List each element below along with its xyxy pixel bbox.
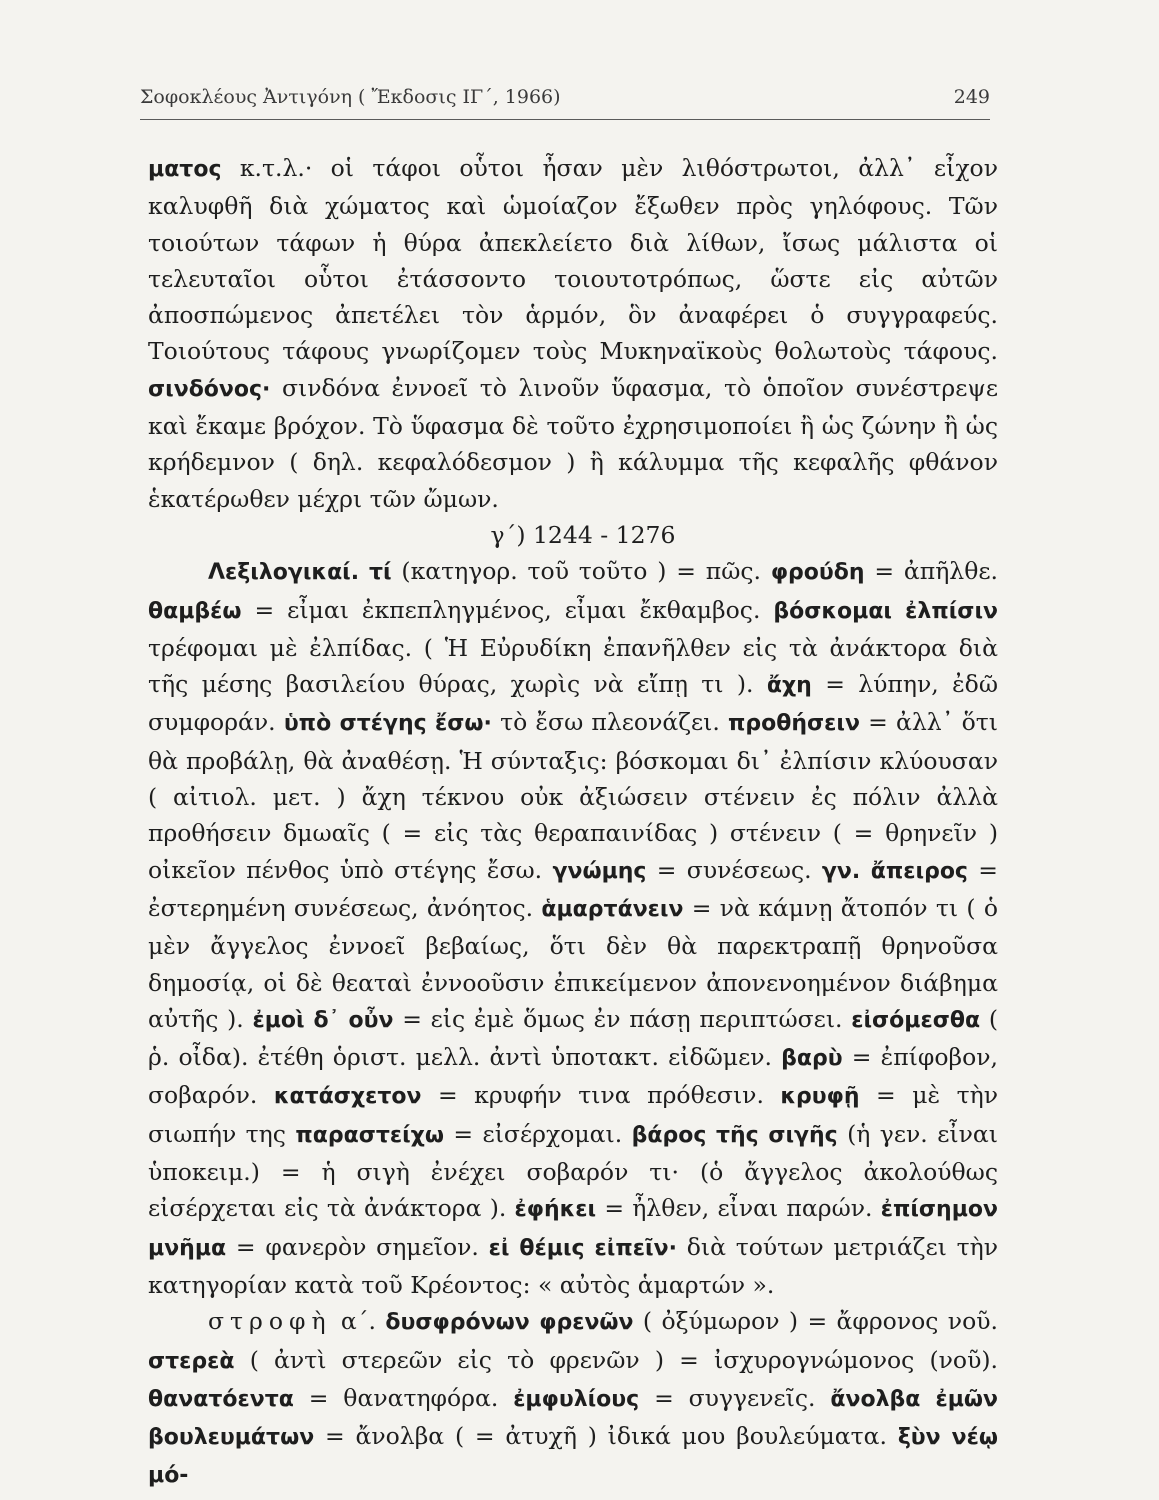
gloss-text: = συνέσεως. [646, 855, 822, 884]
lemma-headword: ματος [148, 157, 222, 182]
gloss-text: = λύπην, ἐδῶ συμφοράν. [148, 670, 998, 737]
strophe-label: στροφὴ [208, 1307, 332, 1336]
gloss-text: (κατηγορ. τοῦ τοῦτο ) = πῶς. [391, 557, 771, 586]
gloss-text: = νὰ κάμνῃ ἄτοπόν τι ( ὁ μὲν ἄγγελος ἐννοεῖ βεβαίως, ὅτι δὲν θὰ παρεκτραπῇ θρηνοῦσα δημοσίᾳ, οἱ δὲ θεαταὶ ἐννοοῦσιν ἐπικείμενον ἀπονενοημένον διάβημα αὐτῆς ). [148, 893, 998, 1033]
gloss-text: = ἀλλ᾽ ὅτι θὰ προβάλῃ, θὰ ἀναθέσῃ. Ἡ σύνταξις: βόσκομαι δι᾽ ἐλπίσιν κλύουσαν ( αἰτιολ. μετ. ) ἄχη τέκνου οὐκ ἀξιώσειν στένειν ἐς πόλιν ἀλλὰ προθήσειν δμωαῖς ( = εἰς τὰς θεραπαινίδας ) στένειν ( = θρηνεῖν ) οἰκεῖον πένθος ὑπὸ στέγης ἔσω. [148, 708, 998, 884]
lemma-headword: φρούδη [770, 560, 865, 586]
lemma-headword: γν. ἄπειρος [821, 858, 968, 884]
gloss-text: (ἡ γεν. εἶναι ὑποκειμ.) = ἡ σιγὴ ἐνέχει σοβαρόν τι· (ὁ ἄγγελος ἀκολούθως εἰσέρχεται εἰς τὰ ἀνάκτορα ). [148, 1119, 998, 1223]
gloss-text: διὰ τούτων μετριάζει τὴν κατηγορίαν κατὰ τοῦ Κρέοντος: « αὐτὸς ἁμαρτών ». [148, 1232, 998, 1299]
lemma-headword: εἰ θέμις εἰπεῖν· [488, 1235, 677, 1261]
paragraph-tombs [148, 150, 998, 517]
lemma-headword: σινδόνος· [148, 376, 271, 402]
paragraph-lexical-notes [148, 553, 998, 1303]
lemma-headword: ὑπὸ στέγης ἔσω· [283, 711, 492, 737]
gloss-text: = μὲ τὴν σιωπήν της [148, 1081, 998, 1148]
gloss-text: σινδόνα ἐννοεῖ τὸ λινοῦν ὕφασμα, τὸ ὁποῖον συνέστρεψε καὶ ἔκαμε βρόχον. Τὸ ὕφασμα δὲ τοῦτο ἐχρησιμοποίει ἢ ὡς ζώνην ἢ ὡς κρήδεμνον ( δηλ. κεφαλόδεσμον ) ἢ κάλυμμα τῆς κεφαλῆς φθάνον ἑκατέρωθεν μέχρι τῶν ὤμων. [148, 373, 998, 513]
lemma-headword: ξὺν νέῳ μό- [148, 1425, 998, 1489]
gloss-text: = ἦλθεν, εἶναι παρών. [596, 1194, 881, 1223]
body-text [148, 150, 998, 1495]
gloss-text: = ἀπῆλθε. [864, 557, 998, 586]
gloss-text: = φανερὸν σημεῖον. [226, 1232, 489, 1261]
paragraph-strophe-notes [148, 1303, 998, 1494]
lemma-headword: τί [368, 560, 392, 586]
gloss-text: τρέφομαι μὲ ἐλπίδας. ( Ἡ Εὐρυδίκη ἐπανῆλθεν εἰς τὰ ἀνάκτορα διὰ τῆς μέσης βασιλείου θύρας, χωρὶς νὰ εἴπῃ τι ). [148, 633, 998, 699]
lemma-headword: κατάσχετον [273, 1084, 422, 1110]
gloss-text: ( ῥ. οἶδα). ἐτέθη ὁριστ. μελλ. ἀντὶ ὑποτακτ. εἰδῶμεν. [148, 1004, 998, 1072]
lemma-headword: ἐπίσημον μνῆμα [148, 1197, 999, 1261]
lemma-headword: ἄνολβα ἐμῶν βουλευμάτων [148, 1386, 999, 1451]
gloss-text: = ἐπίφοβον, σοβαρόν. [148, 1043, 998, 1110]
lemma-headword: στερεὰ [148, 1348, 235, 1374]
lemma-headword: παραστείχω [295, 1122, 444, 1148]
gloss-text: = συγγενεῖς. [639, 1383, 831, 1412]
gloss-text: = εἰσέρχομαι. [444, 1119, 632, 1148]
lemma-headword: ἁμαρτάνειν [541, 896, 684, 922]
running-title: Σοφοκλέους Ἀντιγόνη ( Ἔκδοσις ΙΓ΄, 1966) [140, 86, 561, 108]
gloss-text: = εἰς ἐμὲ ὅμως ἐν πάσῃ περιπτώσει. [393, 1004, 852, 1033]
lemma-headword: προθήσειν [728, 711, 860, 737]
gloss-text: ( ὀξύμωρον ) = ἄφρονος νοῦ. [633, 1307, 998, 1336]
header-rule [140, 119, 990, 120]
gloss-text: = ἐστερημένη συνέσεως, ἀνόητος. [148, 855, 998, 922]
gloss-text: ( ἀντὶ στερεῶν εἰς τὸ φρενῶν ) = ἰσχυρογνώμονος (νοῦ). [234, 1345, 998, 1374]
lemma-headword: θανατόεντα [148, 1386, 294, 1412]
lemma-headword: ἄχη [766, 673, 812, 699]
lemma-headword: θαμβέω [148, 598, 242, 624]
lemma-headword: βάρος τῆς σιγῆς [631, 1122, 838, 1148]
gloss-text: = εἶμαι ἐκπεπληγμένος, εἶμαι ἔκθαμβος. [241, 595, 774, 624]
running-header [140, 86, 990, 118]
lemma-headword: ἐμοὶ δ᾽ οὖν [252, 1007, 394, 1033]
page-number: 249 [953, 86, 990, 108]
gloss-text: = θανατηφόρα. [293, 1383, 514, 1412]
lemma-headword: βόσκομαι ἐλπίσιν [773, 598, 998, 624]
gloss-text: = κρυφήν τινα πρόθεσιν. [421, 1081, 781, 1110]
lemma-headword: δυσφρόνων φρενῶν [385, 1310, 634, 1336]
lemma-headword: ἐφήκει [514, 1197, 597, 1223]
gloss-text [359, 557, 369, 585]
gloss-text: κ.τ.λ.· οἱ τάφοι οὗτοι ἦσαν μὲν λιθόστρωτοι, ἀλλ᾽ εἶχον καλυφθῆ διὰ χώματος καὶ ὡμοίαζον ἔξωθεν πρὸς γηλόφους. Τῶν τοιούτων τάφων ἡ θύρα ἀπεκλείετο διὰ λίθων, ἴσως μάλιστα οἱ τελευταῖοι οὗτοι ἐτάσσοντο τοιουτοτρόπως, ὥστε εἰς αὐτῶν ἀποσπώμενος ἀπετέλει τὸν ἁρμόν, ὃν ἀναφέρει ὁ συγγραφεύς. Τοιούτους τάφους γνωρίζομεν τοὺς Μυκηναϊκοὺς θολωτοὺς τάφους. [148, 154, 998, 366]
section-heading: γ΄) 1244 - 1276 [490, 520, 676, 549]
gloss-text: τὸ ἔσω πλεονάζει. [491, 708, 728, 737]
gloss-text: α΄. [331, 1307, 386, 1336]
lemma-headword: ἐμφυλίους [513, 1386, 640, 1412]
lemma-headword: βαρὺ [781, 1046, 843, 1072]
gloss-text: = ἄνολβα ( = ἀτυχῆ ) ἰδικά μου βουλεύματα. [314, 1422, 898, 1451]
lemma-headword: κρυφῇ [780, 1084, 860, 1110]
lemma-headword: εἰσόμεσθα [851, 1007, 981, 1033]
lemma-headword: Λεξιλογικαί. [208, 560, 360, 586]
lemma-headword: γνώμης [552, 858, 647, 884]
